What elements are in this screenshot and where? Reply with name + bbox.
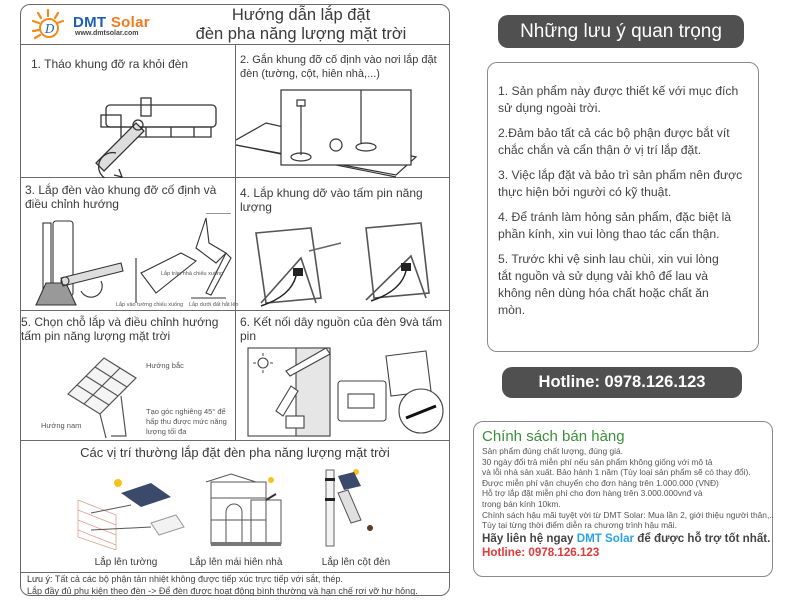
step-4: [236, 178, 450, 311]
logo-brand-text: DMT Solar: [73, 14, 150, 31]
adjust-direction-illustration: [31, 213, 236, 308]
logo-url: www.dmtsolar.com: [75, 30, 139, 37]
step-5: [21, 311, 236, 441]
step-2: [236, 45, 450, 178]
step-6-label: 6. Kết nối dây nguồn của đèn 9và tấm pin: [240, 315, 443, 343]
sun-logo-icon: [31, 8, 65, 42]
panel-stand-illustration: [241, 218, 446, 311]
label-ground: Lắp dưới đất hắt lên: [189, 302, 239, 308]
guide-header: [21, 5, 449, 45]
dmt-solar-logo: [31, 8, 161, 42]
position-pole: [291, 470, 421, 570]
remove-bracket-illustration: [76, 93, 226, 178]
wall-mount-illustration: [76, 475, 186, 550]
step-4-label: 4. Lắp khung dỡ vào tấm pin năng lượng: [240, 186, 423, 214]
common-positions-title: Các vị trí thường lắp đặt đèn pha năng lượng mặt trời: [80, 445, 390, 460]
sales-policy-title: Chính sách bán hàng: [482, 428, 625, 445]
note-item-3: 3. Việc lắp đặt và bảo trì sản phẩm nên được thực hiện bởi người có kỹ thuật.: [498, 168, 743, 199]
connect-cable-illustration: [246, 346, 450, 441]
position-wall-caption: Lắp lên tường: [94, 557, 158, 568]
policy-line: Sản phẩm đúng chất lượng, đúng giá.: [482, 446, 624, 456]
policy-line: Tùy tại từng thời điểm diễn ra chương trình hậu mãi.: [482, 520, 677, 531]
contact-cta: Hãy liên hệ ngay DMT Solar để được hỗ trợ tốt nhất.: [482, 531, 771, 545]
important-notes-box: [487, 62, 759, 352]
policy-line: Chính sách hậu mãi tuyệt vời từ DMT Solar: Mua lần 2, giới thiệu người thân,..: [482, 509, 774, 520]
policy-line: 30 ngày đổi trả miễn phí nếu sản phẩm không giống với mô tả: [482, 456, 713, 467]
step-1: [21, 45, 236, 178]
light-pole-illustration: [316, 468, 396, 548]
installation-note: Lưu ý: Tất cả các bộ phận tản nhiệt không được tiếp xúc trực tiếp với sắt, thép. Lắp đầy đủ phụ kiện theo đèn -> Để đèn được hoạt động bình thường và hạn chế rơi vỡ hư hỏng.: [27, 574, 418, 596]
step-3: [21, 178, 239, 311]
note-item-1: 1. Sản phẩm này được thiết kế với mục đích sử dụng ngoài trời.: [498, 84, 739, 115]
svg-text:D: D: [45, 22, 55, 36]
step-5-label: 5. Chọn chỗ lắp và điều chỉnh hướng tấm pin năng lượng mặt trời: [21, 315, 219, 343]
label-wall: Lắp vào tường chiếu xuống: [116, 302, 184, 308]
policy-line: và lỗi nhà sản xuất. Bảo hành 1 năm (Tùy loại sản phẩm sẽ có thay đổi).: [482, 467, 751, 478]
note-item-5: 5. Trước khi vệ sinh lau chùi, xin vui lòng tắt nguồn và sử dụng vải khô để lau và không nên dùng hóa chất hoặc chất ăn mòn.: [498, 252, 719, 317]
important-notes-heading: Những lưu ý quan trọng: [498, 15, 744, 48]
mount-bracket-illustration: [236, 85, 450, 178]
step-3-label: 3. Lắp đèn vào khung đỡ cố định và điều chỉnh hướng: [25, 183, 217, 211]
house-eave-illustration: [196, 470, 296, 550]
installation-guide-panel: [20, 4, 450, 596]
label-tilt: Tạo góc nghiêng 45° để hấp thu được mức năng lượng tối đa: [146, 407, 227, 436]
note-item-2: 2.Đảm bảo tất cả các bộ phận được bắt vít chắc chắn và cẩn thận ở vị trí lắp đặt.: [498, 126, 730, 157]
policy-line: Hỗ trợ lắp đặt miễn phí cho đơn hàng trên 3.000.000vnđ và: [482, 488, 703, 499]
hotline-banner: Hotline: 0978.126.123: [502, 367, 742, 398]
step-2-label: 2. Gắn khung đỡ cố định vào nơi lắp đặt đèn (tường, cột, hiên nhà,...): [240, 54, 437, 80]
sales-policy-box: [473, 421, 773, 577]
label-north: Hướng bắc: [146, 361, 184, 370]
page-title: Hướng dẫn lắp đặt đèn pha năng lượng mặt trời: [195, 6, 407, 43]
position-pole-caption: Lắp lên cột đèn: [321, 557, 391, 568]
cta-brand-link[interactable]: DMT Solar: [576, 531, 635, 545]
label-south: Hướng nam: [41, 421, 82, 430]
step-6: [236, 311, 450, 441]
policy-line: trong bán kính 10km.: [482, 498, 561, 509]
step-1-label: 1. Tháo khung đỡ ra khỏi đèn: [31, 57, 189, 71]
position-eave-caption: Lắp lên mái hiên nhà: [189, 557, 283, 568]
note-item-4: 4. Để tránh làm hỏng sản phẩm, đặc biệt là phần kính, xin vui lòng thao tác cẩn thận.: [498, 210, 732, 241]
policy-line: Được miễn phí vận chuyển cho đơn hàng trên 1.000.000 (VNĐ): [482, 477, 719, 488]
position-eave: [171, 470, 301, 570]
policy-hotline[interactable]: Hotline: 0978.126.123: [482, 545, 600, 559]
label-ceiling: Lắp trần nhà chiếu xuống: [161, 271, 224, 277]
common-positions-section: [21, 440, 449, 573]
